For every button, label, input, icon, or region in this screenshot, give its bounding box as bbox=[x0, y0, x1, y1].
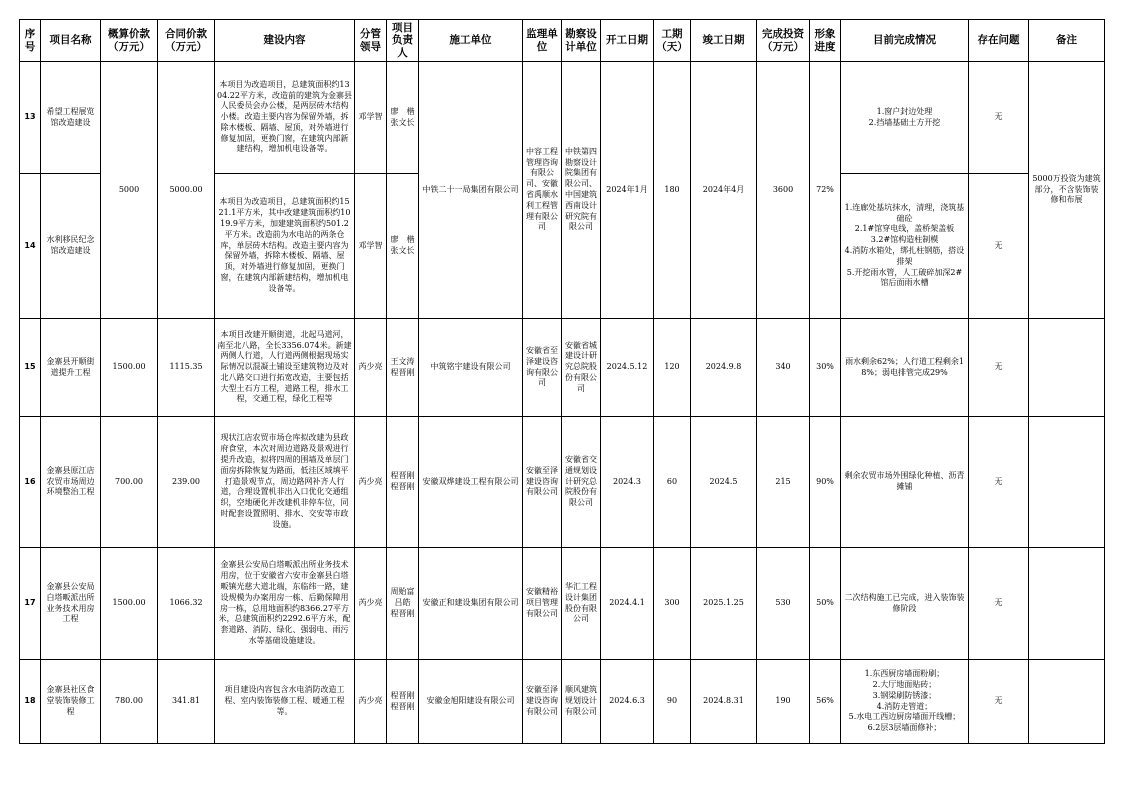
construction-content: 本项目改建开顺街道，北起马道河，南至北八路，全长3356.074米。新建两侧人行道，人行道两侧根据现场实际情况以混凝土铺设至建筑物边及对北八路交口进行拓宽改造，主要包括大型土石方工程，道路工程，排水工程，交通工程，绿化工程等 bbox=[215, 319, 355, 417]
supervisor: 安徽至泽建设咨询有限公司 bbox=[523, 660, 562, 744]
invested-amount: 215 bbox=[757, 417, 810, 548]
header-seq: 序号 bbox=[20, 20, 41, 62]
start-date: 2024.6.3 bbox=[601, 660, 654, 744]
header-days: 工期（天） bbox=[654, 20, 691, 62]
owner: 廖 楷 张文长 bbox=[387, 62, 419, 174]
budget-value: 780.00 bbox=[101, 660, 158, 744]
contract-value: 5000.00 bbox=[158, 62, 215, 319]
supervisor: 安徽省至泽建设咨询有限公司 bbox=[523, 319, 562, 417]
leader: 芮少亮 bbox=[355, 548, 387, 660]
owner: 王文涛 程晋刚 bbox=[387, 319, 419, 417]
builder: 安徽正和建设集团有限公司 bbox=[419, 548, 523, 660]
owner: 程晋刚 程晋刚 bbox=[387, 660, 419, 744]
table-row bbox=[20, 417, 1105, 548]
duration-days: 180 bbox=[654, 62, 691, 319]
owner: 周贻富 吕皓 程晋刚 bbox=[387, 548, 419, 660]
header-remark: 备注 bbox=[1029, 20, 1105, 62]
leader: 芮少亮 bbox=[355, 660, 387, 744]
leader: 芮少亮 bbox=[355, 417, 387, 548]
header-supervisor: 监理单位 bbox=[523, 20, 562, 62]
current-status: 雨水剩余62%；人行道工程剩余18%；弱电排管完成29% bbox=[841, 319, 969, 417]
current-status: 二次结构施工已完成，进入装饰装修阶段 bbox=[841, 548, 969, 660]
header-progress: 形象进度 bbox=[810, 20, 841, 62]
table-row bbox=[20, 548, 1105, 660]
owner: 程晋刚 程晋刚 bbox=[387, 417, 419, 548]
duration-days: 300 bbox=[654, 548, 691, 660]
construction-content: 金寨县公安局白塔畈派出所业务技术用房，位于安徽省六安市金寨县白塔畈镇光慈大道北端，东临纬一路，建设规模为办案用房一栋、后勤保障用房一栋，总用地面积约8366.27平方米，总建筑面积约2292.6平方米，配套道路、消防、绿化、强弱电、雨污水等基础设施建设。 bbox=[215, 548, 355, 660]
remark bbox=[1029, 660, 1105, 744]
project-progress-table bbox=[19, 19, 1105, 744]
designer: 中铁第四勘察设计院集团有限公司、中国建筑西南设计研究院有限公司 bbox=[562, 62, 601, 319]
start-date: 2024.3 bbox=[601, 417, 654, 548]
remark bbox=[1029, 417, 1105, 548]
duration-days: 120 bbox=[654, 319, 691, 417]
remark bbox=[1029, 319, 1105, 417]
start-date: 2024年1月 bbox=[601, 62, 654, 319]
progress-percent: 90% bbox=[810, 417, 841, 548]
header-invest: 完成投资（万元） bbox=[757, 20, 810, 62]
progress-percent: 50% bbox=[810, 548, 841, 660]
header-row bbox=[20, 20, 1105, 62]
leader: 芮少亮 bbox=[355, 319, 387, 417]
designer: 安徽省城建设计研究总院股份有限公司 bbox=[562, 319, 601, 417]
invested-amount: 530 bbox=[757, 548, 810, 660]
invested-amount: 340 bbox=[757, 319, 810, 417]
contract-value: 341.81 bbox=[158, 660, 215, 744]
end-date: 2024年4月 bbox=[691, 62, 757, 319]
builder: 中铁二十一局集团有限公司 bbox=[419, 62, 523, 319]
header-content: 建设内容 bbox=[215, 20, 355, 62]
remark bbox=[1029, 548, 1105, 660]
project-name: 金寨县原江店农贸市场周边环境整治工程 bbox=[41, 417, 101, 548]
header-builder: 施工单位 bbox=[419, 20, 523, 62]
start-date: 2024.4.1 bbox=[601, 548, 654, 660]
budget-value: 1500.00 bbox=[101, 548, 158, 660]
start-date: 2024.5.12 bbox=[601, 319, 654, 417]
row-seq: 18 bbox=[20, 660, 41, 744]
project-name: 金寨县社区食堂装饰装修工程 bbox=[41, 660, 101, 744]
contract-value: 1115.35 bbox=[158, 319, 215, 417]
duration-days: 60 bbox=[654, 417, 691, 548]
budget-value: 1500.00 bbox=[101, 319, 158, 417]
issues: 无 bbox=[969, 62, 1029, 174]
row-seq: 16 bbox=[20, 417, 41, 548]
current-status: 剩余农贸市场外围绿化种植、沥青摊铺 bbox=[841, 417, 969, 548]
row-seq: 14 bbox=[20, 174, 41, 319]
header-issues: 存在问题 bbox=[969, 20, 1029, 62]
header-leader: 分管领导 bbox=[355, 20, 387, 62]
remark: 5000万投资为建筑部分，不含装饰装修和布展 bbox=[1029, 62, 1105, 319]
construction-content: 现状江店农贸市场仓库拟改建为县政府食堂，本次对周边道路及景观进行提升改造，拟将四周的围墙及单层门面房拆除恢复为路面，低洼区域填平打造景观节点，周边路网补齐人行道，合理设置机非出入口优化交通组织，空地硬化并改建机非停车位，同时配套设置照明、排水、交安等市政设施。 bbox=[215, 417, 355, 548]
issues: 无 bbox=[969, 174, 1029, 319]
end-date: 2025.1.25 bbox=[691, 548, 757, 660]
row-seq: 13 bbox=[20, 62, 41, 174]
designer: 华汇工程设计集团股份有限公司 bbox=[562, 548, 601, 660]
contract-value: 1066.32 bbox=[158, 548, 215, 660]
budget-value: 700.00 bbox=[101, 417, 158, 548]
owner: 廖 楷 张文长 bbox=[387, 174, 419, 319]
end-date: 2024.5 bbox=[691, 417, 757, 548]
table-row bbox=[20, 660, 1105, 744]
issues: 无 bbox=[969, 548, 1029, 660]
budget-value: 5000 bbox=[101, 62, 158, 319]
header-start: 开工日期 bbox=[601, 20, 654, 62]
invested-amount: 3600 bbox=[757, 62, 810, 319]
project-name: 金寨县公安局白塔畈派出所业务技术用房工程 bbox=[41, 548, 101, 660]
current-status: 1.连廊处基坑抹水，清理，浇筑基础砼 2.1#馆穿电线，盖桥架盖板 3.2#馆构造柱制模 4.消防水箱处，绑扎柱钢筋，搭设排架 5.开挖雨水管，人工破碎加深2#馆后面雨水槽 bbox=[841, 174, 969, 319]
progress-percent: 72% bbox=[810, 62, 841, 319]
header-contract: 合同价款（万元） bbox=[158, 20, 215, 62]
header-designer: 勘察设计单位 bbox=[562, 20, 601, 62]
end-date: 2024.9.8 bbox=[691, 319, 757, 417]
builder: 安徽双烨建设工程有限公司 bbox=[419, 417, 523, 548]
header-status: 目前完成情况 bbox=[841, 20, 969, 62]
table-row bbox=[20, 62, 1105, 174]
header-end: 竣工日期 bbox=[691, 20, 757, 62]
end-date: 2024.8.31 bbox=[691, 660, 757, 744]
leader: 邓学智 bbox=[355, 174, 387, 319]
header-name: 项目名称 bbox=[41, 20, 101, 62]
construction-content: 本项目为改造项目，总建筑面积约1304.22平方米，改造前的建筑为金寨县人民委员会办公楼，是两层砖木结构小楼。改造主要内容为保留外墙，拆除木楼板、隔墙、屋顶，对外墙进行修复加固，更换门窗，在建筑内部新建结构，增加机电设备等。 bbox=[215, 62, 355, 174]
current-status: 1.窗户封边处理 2.挡墙基础土方开挖 bbox=[841, 62, 969, 174]
project-name: 希望工程展览馆改造建设 bbox=[41, 62, 101, 174]
issues: 无 bbox=[969, 319, 1029, 417]
progress-percent: 30% bbox=[810, 319, 841, 417]
header-budget: 概算价款（万元） bbox=[101, 20, 158, 62]
designer: 顺风建筑规划设计有限公司 bbox=[562, 660, 601, 744]
current-status: 1.东西厨房墙面粉刷； 2.大厅地面贴砖； 3.钢梁刷防锈漆； 4.消防走管道； 5.水电工西边厨房墙面开线槽； 6.2层3层墙面修补； bbox=[841, 660, 969, 744]
builder: 中筑铭宇建设有限公司 bbox=[419, 319, 523, 417]
builder: 安徽金旭阳建设有限公司 bbox=[419, 660, 523, 744]
duration-days: 90 bbox=[654, 660, 691, 744]
project-name: 金寨县开顺街道提升工程 bbox=[41, 319, 101, 417]
construction-content: 项目建设内容包含水电消防改造工程、室内装饰装修工程、暖通工程等。 bbox=[215, 660, 355, 744]
issues: 无 bbox=[969, 417, 1029, 548]
header-owner: 项目负责人 bbox=[387, 20, 419, 62]
supervisor: 安徽精裕项目管理有限公司 bbox=[523, 548, 562, 660]
contract-value: 239.00 bbox=[158, 417, 215, 548]
project-name: 水利移民纪念馆改造建设 bbox=[41, 174, 101, 319]
construction-content: 本项目为改造项目，总建筑面积约1521.1平方米，其中改建建筑面积约1019.9平方米，加建建筑面积约501.2平方米。改造前为水电站的两条仓库，单层砖木结构。改造主要内容为保留外墙，拆除木楼板、隔墙、屋顶，对外墙进行修复加固，更换门窗，在建筑内部新建结构，增加机电设备等。 bbox=[215, 174, 355, 319]
invested-amount: 190 bbox=[757, 660, 810, 744]
designer: 安徽省交通规划设计研究总院股份有限公司 bbox=[562, 417, 601, 548]
supervisor: 安徽至泽建设咨询有限公司 bbox=[523, 417, 562, 548]
row-seq: 17 bbox=[20, 548, 41, 660]
leader: 邓学智 bbox=[355, 62, 387, 174]
progress-percent: 56% bbox=[810, 660, 841, 744]
table-row bbox=[20, 319, 1105, 417]
supervisor: 中容工程管理咨询有限公司、安徽省禹顺水利工程管理有限公司 bbox=[523, 62, 562, 319]
row-seq: 15 bbox=[20, 319, 41, 417]
issues: 无 bbox=[969, 660, 1029, 744]
